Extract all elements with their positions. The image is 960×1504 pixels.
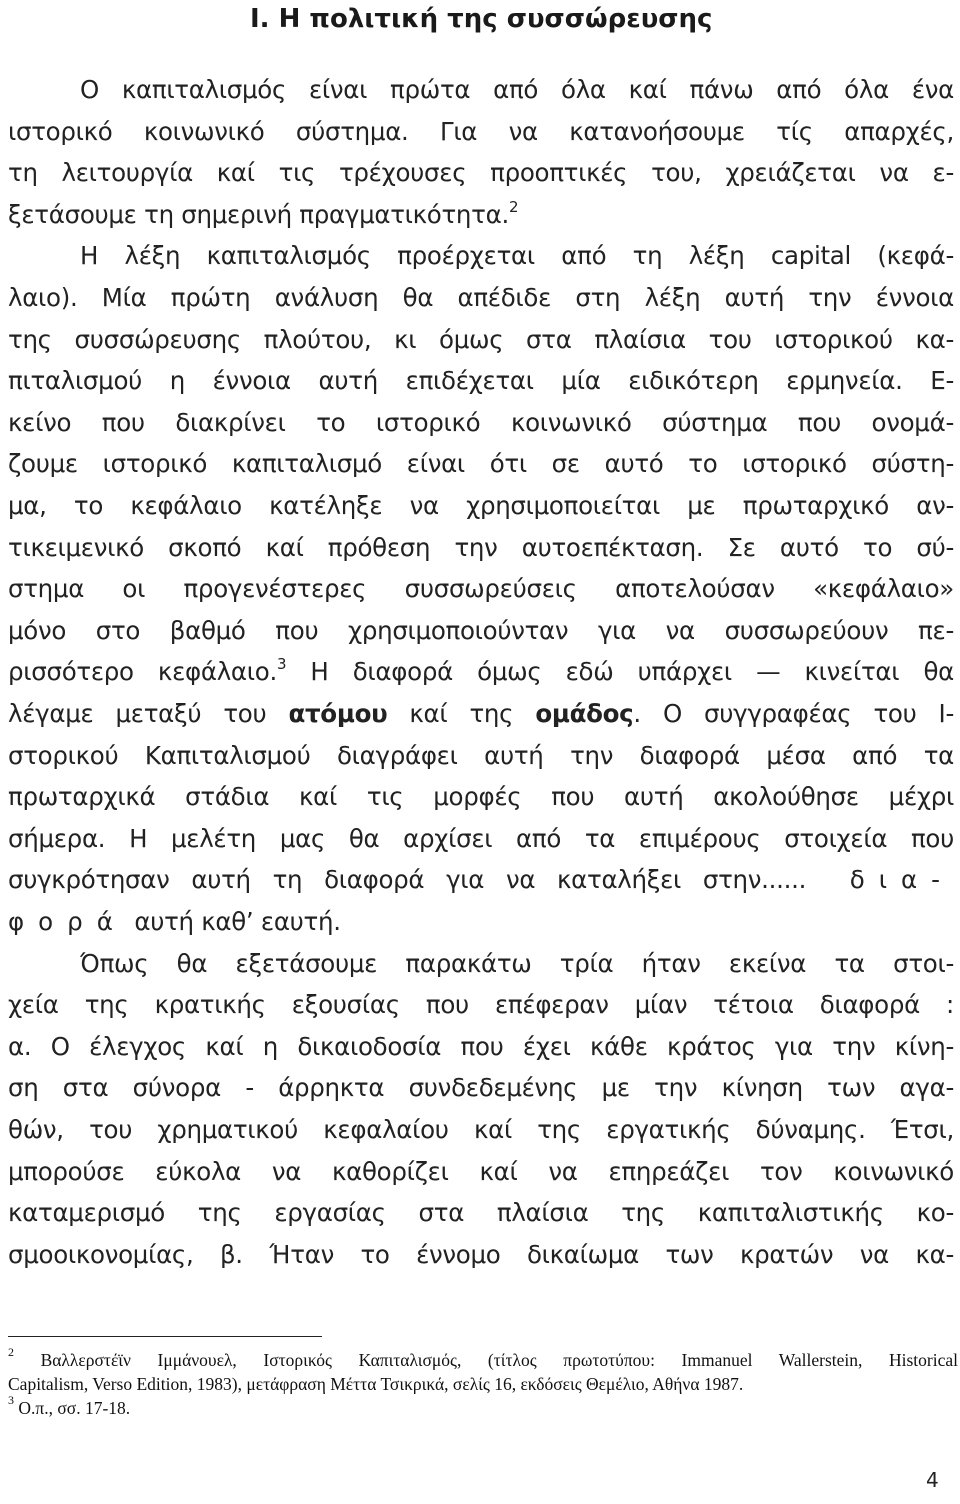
text-run: συγκρότησαν αυτή τη διαφορά για να καταλήξει στην...... [8,865,807,895]
text-run: σήμερα. Η μελέτη μας θα αρχίσει από τα επιμέρους στοιχεία που [8,823,954,853]
spaced-text: φορά [8,906,127,936]
body-paragraph-3 [8,943,954,1276]
emphasis-text: ατόμου [288,698,388,728]
text-run: Η διαφορά όμως εδώ υπάρχει — κινείται θα [286,657,954,687]
text-run: στορικού Καπιταλισμού διαγράφει αυτή την διαφορά μέσα από τα [8,740,954,770]
text-line [8,901,954,943]
text-line [8,1109,954,1151]
text-run: χεία της κρατικής εξουσίας που επέφεραν μίαν τέτοια διαφορά : [8,990,954,1020]
text-run: αυτή καθ’ εαυτή. [126,906,341,936]
text-line [8,235,954,277]
text-line [8,651,954,693]
text-line [8,1026,954,1068]
footnotes [8,1345,958,1420]
text-run: ξετάσουμε τη σημερινή πραγματικότητα. [8,199,509,229]
text-line [8,111,954,153]
text-run: λέγαμε μεταξύ του [8,698,289,728]
footnote-text: Ο.π., σσ. 17-18. [14,1398,131,1418]
body-paragraph-1 [8,69,954,235]
text-line [8,818,954,860]
text-line [8,1192,954,1234]
text-line [8,568,954,610]
text-line [8,443,954,485]
text-run: πιταλισμού η έννοια αυτή επιδέχεται μία ειδικότερη ερμηνεία. Ε- [8,366,954,396]
text-line [8,984,954,1026]
text-run: ιστορικό κοινωνικό σύστημα. Για να κατανοήσουμε τίς απαρχές, [8,116,954,146]
body-paragraph-2 [8,235,954,942]
footnote-text: Βαλλερστέϊν Ιμμάνουελ, Ιστορικός Καπιταλισμός, (τίτλος πρωτοτύπου: Immanuel Wallerstein, Historical [14,1350,958,1370]
text-line [8,277,954,319]
text-run: ζουμε ιστορικό καπιταλισμό είναι ότι σε αυτό το ιστορικό σύστη- [8,449,954,479]
text-line [8,1234,954,1276]
text-run: λαιο). Μία πρώτη ανάλυση θα απέδιδε στη λέξη αυτή την έννοια [8,282,954,312]
text-run: θών, του χρηματικού κεφαλαίου καί της εργατικής δύναμης. Έτσι, [8,1114,954,1144]
text-line [8,319,954,361]
text-run: Ο καπιταλισμός είναι πρώτα από όλα καί πάνω από όλα ένα [80,75,954,104]
text-run: Όπως θα εξετάσουμε παρακάτω τρία ήταν εκείνα τα στοι- [80,948,954,978]
text-line [8,735,954,777]
chapter-heading: I. Η πολιτική της συσσώρευσης [250,4,713,34]
page-number: 4 [926,1468,939,1492]
text-run: τικειμενικό σκοπό καί πρόθεση την αυτοεπέκταση. Σε αυτό το σύ- [8,532,954,562]
footnote-ref[interactable]: 3 [276,655,287,674]
text-line [8,360,954,402]
spaced-text: δια- [849,865,954,895]
text-run: σμοοικονομίας, β. Ήταν το έννομο δικαίωμα των κρατών να κα- [8,1239,954,1269]
text-line [8,485,954,527]
text-line [8,152,954,194]
footnote-line [8,1345,958,1372]
text-line [8,69,954,111]
footnote-line [8,1393,958,1420]
text-run: πρωταρχικά στάδια καί τις μορφές που αυτή ακολούθησε μέχρι [8,782,954,812]
text-run: καί της [387,698,536,728]
text-line [8,776,954,818]
text-run: μόνο στο βαθμό που χρησιμοποιούνταν για να συσσωρεύουν πε- [8,615,954,645]
emphasis-text: ομάδος [535,698,634,728]
text-run: α. Ο έλεγχος καί η δικαιοδοσία που έχει κάθε κράτος για την κίνη- [8,1031,954,1061]
text-run: καταμερισμό της εργασίας στα πλαίσια της καπιταλιστικής κο- [8,1198,954,1228]
footnote-divider [8,1336,322,1337]
footnote-ref[interactable]: 2 [508,197,519,216]
text-run: στημα οι προγενέστερες συσσωρεύσεις αποτελούσαν «κεφάλαιο» [8,574,954,604]
text-line [8,1067,954,1109]
text-run: μπορούσε εύκολα να καθορίζει καί να επηρεάζει τον κοινωνικό [8,1156,954,1186]
footnote-number: 3 [8,1393,14,1408]
text-line [8,402,954,444]
text-line [8,859,954,901]
text-run: μα, το κεφάλαιο κατέληξε να χρησιμοποιείται με πρωταρχικό αν- [8,490,954,520]
footnote-line [8,1372,958,1396]
text-run: ση στα σύνορα - άρρηκτα συνδεδεμένης με την κίνηση των αγα- [8,1073,954,1103]
text-run: ρισσότερο κεφάλαιο. [8,657,277,687]
text-run: . Ο συγγραφέας του Ι- [633,698,954,728]
text-line [8,1151,954,1193]
text-run: κείνο που διακρίνει το ιστορικό κοινωνικό σύστημα που ονομά- [8,407,954,437]
text-run: της συσσώρευσης πλούτου, κι όμως στα πλαίσια του ιστορικού κα- [8,324,954,354]
text-line [8,527,954,569]
text-run: τη λειτουργία καί τις τρέχουσες προοπτικές του, χρειάζεται να ε- [8,158,954,188]
text-line [8,610,954,652]
text-run: Η λέξη καπιταλισμός προέρχεται από τη λέξη capital (κεφά- [80,241,954,271]
footnote-text: Capitalism, Verso Edition, 1983), μετάφραση Μέττα Τσικρικά, σελίς 16, εκδόσεις Θεμέλιο, Αθήνα 1987. [8,1374,744,1394]
footnote-number: 2 [8,1345,14,1360]
text-line [8,943,954,985]
text-line [8,194,954,236]
text-line [8,693,954,735]
